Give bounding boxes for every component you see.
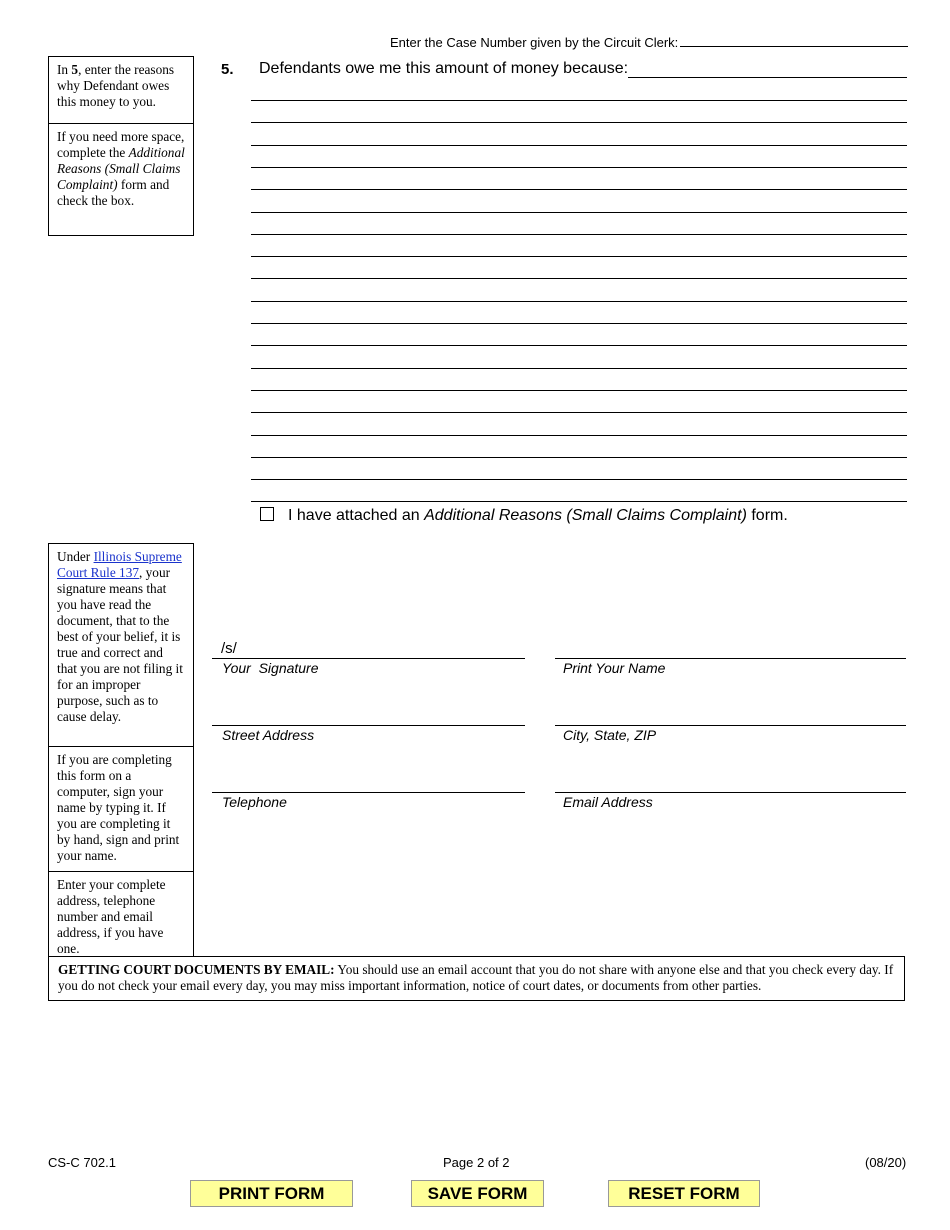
answer-line[interactable]	[251, 234, 907, 235]
answer-line[interactable]	[251, 412, 907, 413]
answer-line[interactable]	[251, 256, 907, 257]
answer-line[interactable]	[251, 122, 907, 123]
answer-line[interactable]	[251, 145, 907, 146]
answer-line[interactable]	[251, 368, 907, 369]
email-notice-text: You should use an email account that you do not share with anyone else and that you check every day. If you do not check your email every day, you may miss important information, notice of court dates, or documents from other parties.	[58, 962, 894, 993]
answer-line[interactable]	[251, 100, 907, 101]
street-address-field[interactable]	[212, 725, 525, 726]
answer-line[interactable]	[251, 435, 907, 436]
city-state-zip-field[interactable]	[555, 725, 906, 726]
attachment-checkbox[interactable]	[260, 507, 274, 521]
print-name-field[interactable]	[555, 658, 906, 659]
email-notice-heading: GETTING COURT DOCUMENTS BY EMAIL:	[58, 962, 335, 977]
save-form-button[interactable]: SAVE FORM	[411, 1180, 544, 1207]
signature-prefix: /s/	[221, 640, 237, 657]
email-address-label: Email Address	[563, 794, 653, 810]
instruction-box-reasons: In 5, enter the reasons why Defendant owes this money to you.	[48, 56, 194, 124]
rule-137-link[interactable]: Illinois Supreme Court Rule 137	[57, 549, 182, 580]
instruction-box-address: Enter your complete address, telephone number and email address, if you have one.	[48, 871, 194, 957]
reset-form-button[interactable]: RESET FORM	[608, 1180, 760, 1207]
answer-line[interactable]	[251, 189, 907, 190]
answer-line[interactable]	[251, 501, 907, 502]
telephone-label: Telephone	[222, 794, 287, 810]
answer-line[interactable]	[251, 323, 907, 324]
answer-field[interactable]	[628, 77, 907, 78]
print-form-button[interactable]: PRINT FORM	[190, 1180, 353, 1207]
answer-line[interactable]	[251, 301, 907, 302]
signature-field[interactable]	[212, 658, 525, 659]
telephone-field[interactable]	[212, 792, 525, 793]
street-address-label: Street Address	[222, 727, 315, 743]
form-id: CS-C 702.1	[48, 1155, 116, 1170]
attachment-label: I have attached an Additional Reasons (Small Claims Complaint) form.	[288, 507, 788, 524]
answer-line[interactable]	[251, 457, 907, 458]
form-date: (08/20)	[865, 1155, 907, 1170]
answer-line[interactable]	[251, 345, 907, 346]
case-number-field[interactable]	[680, 33, 908, 47]
email-address-field[interactable]	[555, 792, 906, 793]
answer-line[interactable]	[251, 278, 907, 279]
answer-line[interactable]	[251, 212, 907, 213]
city-state-zip-label: City, State, ZIP	[563, 727, 657, 743]
case-number-label: Enter the Case Number given by the Circuit Clerk:	[390, 35, 679, 50]
email-notice	[48, 956, 905, 1001]
instruction-box-more-space: If you need more space, complete the Additional Reasons (Small Claims Complaint) form and check the box.	[48, 123, 194, 236]
answer-line[interactable]	[251, 479, 907, 480]
answer-line[interactable]	[251, 167, 907, 168]
print-name-label: Print Your Name	[563, 660, 666, 676]
signature-label: Your Signature	[222, 660, 319, 676]
case-number-header	[390, 33, 908, 50]
instruction-box-sign: If you are completing this form on a computer, sign your name by typing it. If you are completing it by hand, sign and print your name.	[48, 746, 194, 872]
instruction-box-rule-137: Under Illinois Supreme Court Rule 137, your signature means that you have read the document, that to the best of your belief, it is true and correct and that you are not filing it for an improper purpose, such as to cause delay.	[48, 543, 194, 747]
answer-line[interactable]	[251, 390, 907, 391]
question-number: 5.	[221, 61, 234, 78]
question-text: Defendants owe me this amount of money because:	[259, 60, 629, 77]
page-number: Page 2 of 2	[443, 1155, 510, 1170]
